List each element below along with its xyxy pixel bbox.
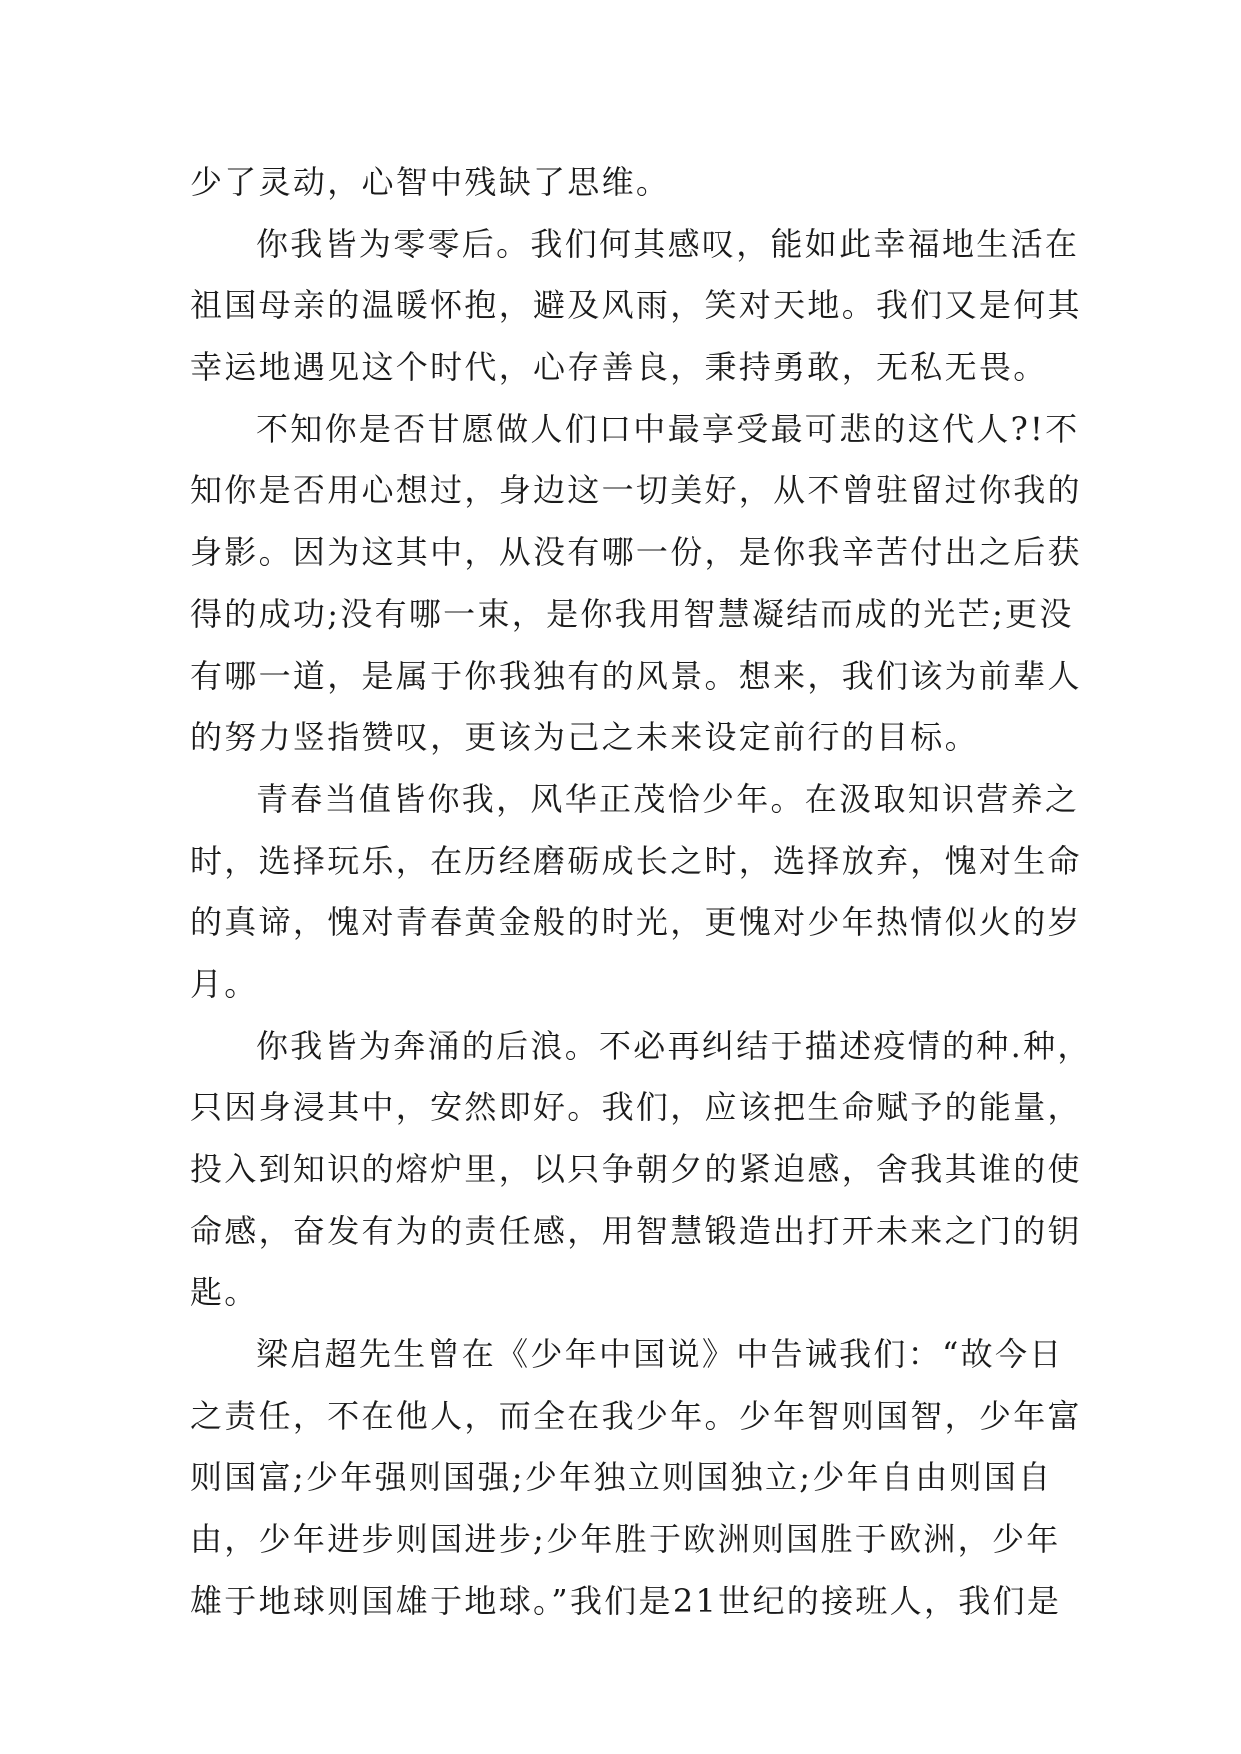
text-line: 时，选择玩乐，在历经磨砺成长之时，选择放弃，愧对生命 — [190, 841, 1082, 880]
text-line: 则国富;少年强则国强;少年独立则国独立;少年自由则国自 — [190, 1458, 1053, 1497]
text-line: 身影。因为这其中，从没有哪一份，是你我辛苦付出之后获 — [190, 533, 1082, 572]
text-line: 命感，奋发有为的责任感，用智慧锻造出打开未来之门的钥 — [190, 1211, 1082, 1250]
text-line: 你我皆为零零后。我们何其感叹，能如此幸福地生活在 — [256, 224, 1080, 263]
text-line: 少了灵动，心智中残缺了思维。 — [190, 163, 671, 201]
text-line: 知你是否用心想过，身边这一切美好，从不曾驻留过你我的 — [190, 471, 1082, 510]
text-line: 投入到知识的熔炉里，以只争朝夕的紧迫感，舍我其谁的使 — [190, 1150, 1082, 1188]
text-line: 的努力竖指赞叹，更该为己之未来设定前行的目标。 — [190, 718, 979, 757]
text-line: 匙。 — [190, 1273, 259, 1312]
text-line: 你我皆为奔涌的后浪。不必再纠结于描述疫情的种.种， — [256, 1026, 1092, 1065]
text-line: 祖国母亲的温暖怀抱，避及风雨，笑对天地。我们又是何其 — [190, 286, 1082, 325]
text-line: 不知你是否甘愿做人们口中最享受最可悲的这代人?!不 — [256, 409, 1080, 448]
text-line: 得的成功;没有哪一束，是你我用智慧凝结而成的光芒;更没 — [190, 594, 1074, 633]
text-line: 梁启超先生曾在《少年中国说》中告诫我们：“故今日 — [256, 1335, 1064, 1374]
body-text — [190, 152, 1092, 1633]
text-line: 只因身浸其中，安然即好。我们，应该把生命赋予的能量， — [190, 1088, 1082, 1127]
text-line: 雄于地球则国雄于地球。”我们是21世纪的接班人，我们是 — [190, 1581, 1062, 1620]
text-line: 青春当值皆你我，风华正茂恰少年。在汲取知识营养之 — [256, 779, 1080, 818]
text-line: 月。 — [190, 964, 259, 1003]
text-line: 有哪一道，是属于你我独有的风景。想来，我们该为前辈人 — [190, 656, 1082, 695]
text-line: 幸运地遇见这个时代，心存善良，秉持勇敢，无私无畏。 — [190, 348, 1048, 387]
text-line: 由，少年进步则国进步;少年胜于欧洲则国胜于欧洲，少年 — [190, 1520, 1061, 1559]
text-line: 之责任，不在他人，而全在我少年。少年智则国智，少年富 — [190, 1396, 1082, 1435]
text-line: 的真谛，愧对青春黄金般的时光，更愧对少年热情似火的岁 — [190, 903, 1082, 942]
